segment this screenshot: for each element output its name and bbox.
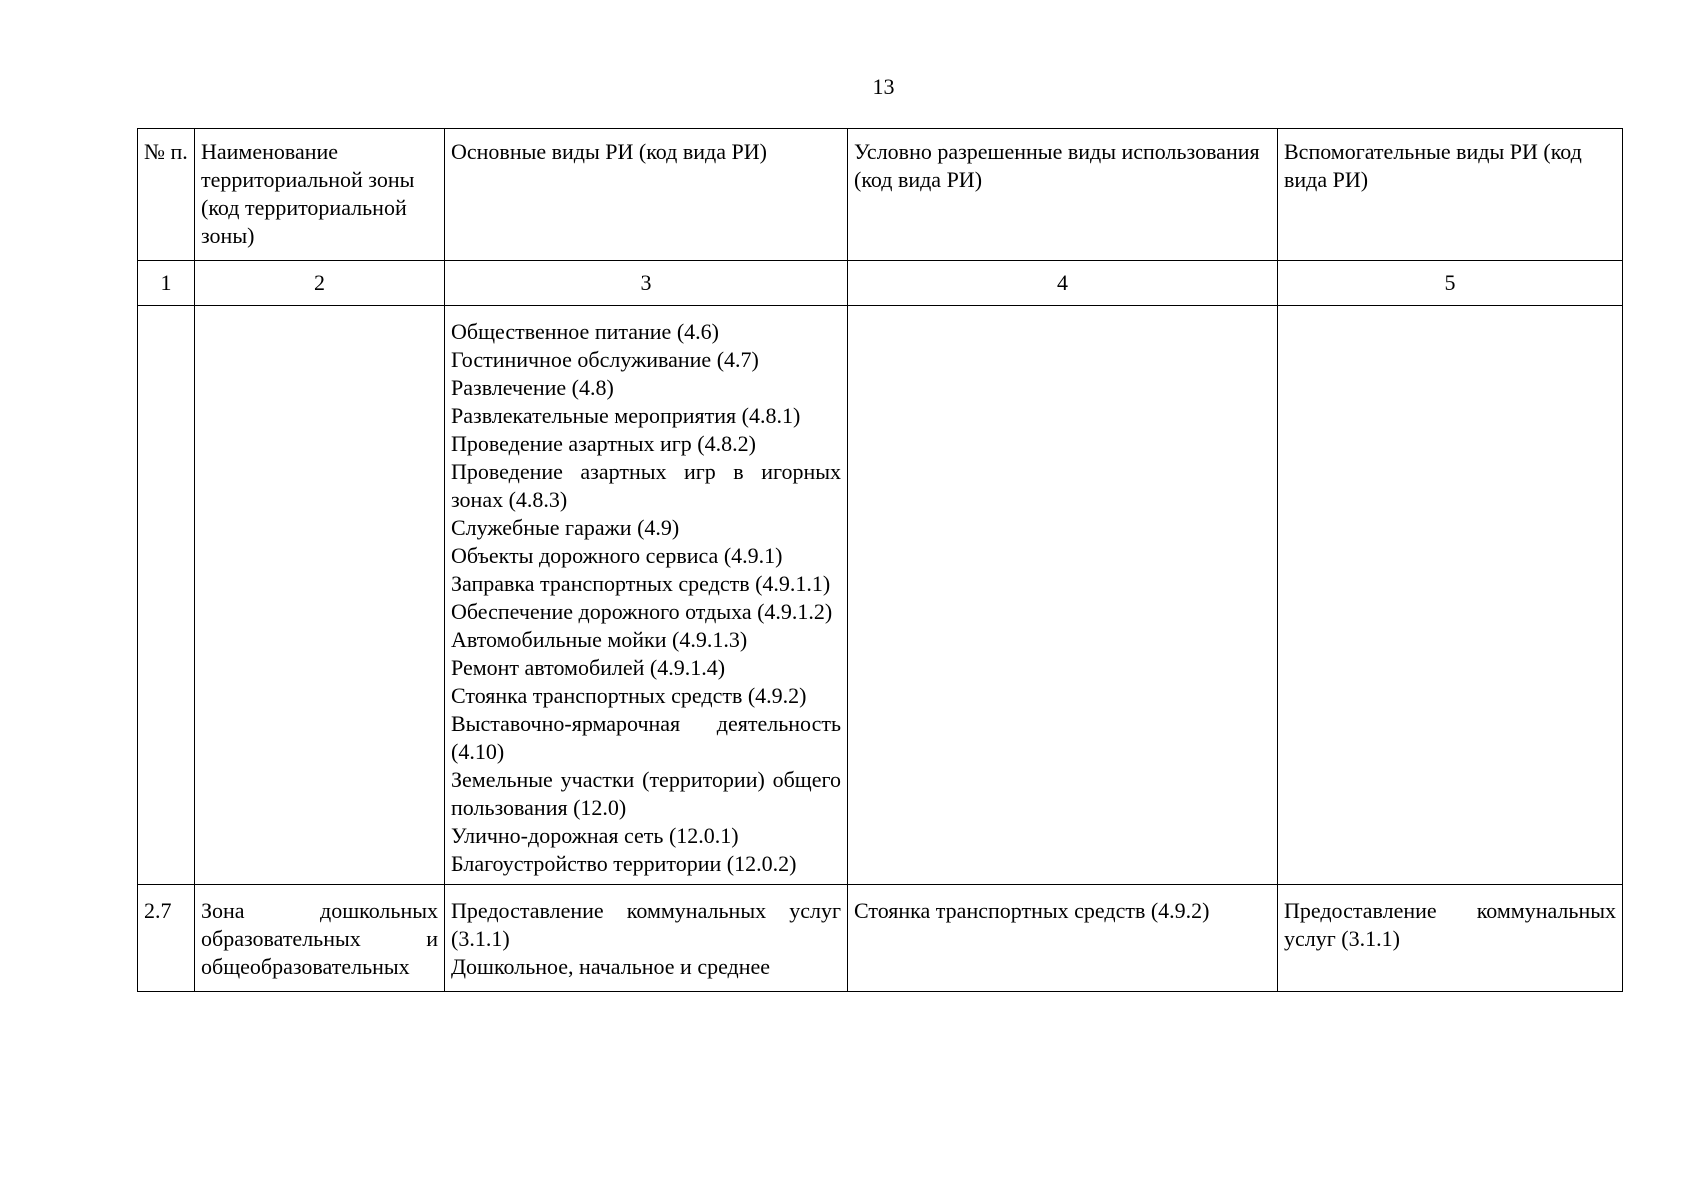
conditional-uses-cell: Стоянка транспортных средств (4.9.2) (848, 885, 1278, 992)
row-number: 2.7 (138, 885, 195, 992)
table-row (138, 885, 1623, 992)
use-item: Выставочно-ярмарочная деятельность (4.10) (451, 711, 841, 764)
header-number: № п. (138, 129, 195, 261)
header-auxiliary-uses: Вспомогательные виды РИ (код вида РИ) (1278, 129, 1623, 261)
use-item: Служебные гаражи (4.9) (451, 515, 680, 540)
empty-cell (848, 306, 1278, 885)
use-item: Проведение азартных игр в игорных зонах (4.8.3) (451, 459, 841, 512)
use-item: Заправка транспортных средств (4.9.1.1) (451, 571, 831, 596)
use-item: Благоустройство территории (12.0.2) (451, 851, 797, 876)
use-item: Дошкольное, начальное и среднее (451, 954, 771, 979)
use-item: Улично-дорожная сеть (12.0.1) (451, 823, 739, 848)
empty-cell (138, 306, 195, 885)
zone-name-cell: Зона дошкольных образовательных и общеобразовательных (195, 885, 445, 992)
use-item: Объекты дорожного сервиса (4.9.1) (451, 543, 783, 568)
column-number: 4 (848, 261, 1278, 306)
auxiliary-uses-cell: Предоставление коммунальных услуг (3.1.1) (1278, 885, 1623, 992)
header-main-uses: Основные виды РИ (код вида РИ) (445, 129, 848, 261)
main-uses-cell (445, 885, 848, 992)
empty-cell (195, 306, 445, 885)
table-header-row (138, 129, 1623, 261)
use-item: Ремонт автомобилей (4.9.1.4) (451, 655, 726, 680)
column-number: 2 (195, 261, 445, 306)
table-row (138, 306, 1623, 885)
main-uses-cell (445, 306, 848, 885)
use-item: Стоянка транспортных средств (4.9.2) (451, 683, 807, 708)
use-item: Проведение азартных игр (4.8.2) (451, 431, 756, 456)
use-item: Обеспечение дорожного отдыха (4.9.1.2) (451, 599, 833, 624)
header-zone-name: Наименование территориальной зоны (код территориальной зоны) (195, 129, 445, 261)
empty-cell (1278, 306, 1623, 885)
use-item: Предоставление коммунальных услуг (3.1.1) (451, 898, 841, 951)
page-number: 13 (872, 74, 895, 99)
column-number: 1 (138, 261, 195, 306)
header-conditional-uses: Условно разрешенные виды использования (код вида РИ) (848, 129, 1278, 261)
use-item: Общественное питание (4.6) (451, 319, 719, 344)
column-number-row (138, 261, 1623, 306)
use-item: Развлекательные мероприятия (4.8.1) (451, 403, 801, 428)
use-item: Гостиничное обслуживание (4.7) (451, 347, 759, 372)
use-item: Земельные участки (территории) общего пользования (12.0) (451, 767, 841, 820)
column-number: 5 (1278, 261, 1623, 306)
use-item: Автомобильные мойки (4.9.1.3) (451, 627, 748, 652)
column-number: 3 (445, 261, 848, 306)
land-use-table (137, 128, 1623, 992)
use-item: Развлечение (4.8) (451, 375, 614, 400)
